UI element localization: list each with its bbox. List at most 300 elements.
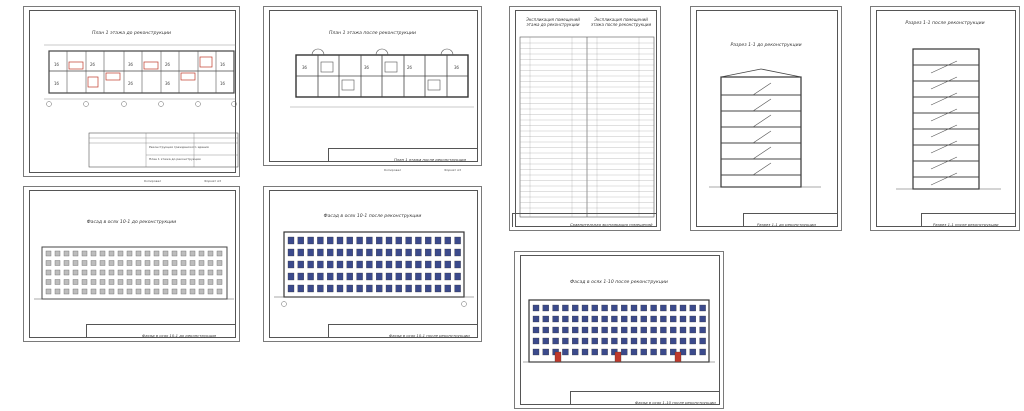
window: [641, 327, 647, 333]
window: [602, 327, 608, 333]
window: [64, 280, 69, 285]
window: [582, 327, 588, 333]
window: [46, 289, 51, 294]
window: [172, 261, 177, 266]
window: [298, 237, 304, 244]
window: [533, 349, 539, 355]
entrance-door: [555, 352, 561, 362]
window: [621, 349, 627, 355]
window: [572, 327, 578, 333]
window: [317, 273, 323, 280]
stair-flight: [753, 147, 771, 159]
window: [670, 316, 676, 322]
window: [700, 316, 706, 322]
window: [660, 327, 666, 333]
window: [680, 316, 686, 322]
stamp-project: Реконструкция гражданского здания: [149, 145, 209, 149]
window: [208, 251, 213, 256]
window: [127, 289, 132, 294]
facade-after-drawing: [264, 187, 483, 343]
window: [357, 237, 363, 244]
window: [651, 349, 657, 355]
window: [55, 280, 60, 285]
window: [82, 289, 87, 294]
window: [327, 237, 333, 244]
facade-before-drawing: [24, 187, 241, 343]
window: [670, 305, 676, 311]
explication-table: [510, 7, 662, 232]
window: [154, 251, 159, 256]
window: [73, 270, 78, 275]
window: [415, 261, 421, 268]
window: [670, 327, 676, 333]
sheet-explication[interactable]: [509, 6, 661, 231]
stair-flight: [931, 125, 957, 137]
window: [109, 270, 114, 275]
window: [572, 316, 578, 322]
window: [660, 305, 666, 311]
window: [145, 280, 150, 285]
window: [181, 261, 186, 266]
window: [127, 270, 132, 275]
window: [190, 251, 195, 256]
window: [190, 270, 195, 275]
window: [631, 327, 637, 333]
window: [181, 251, 186, 256]
sheet-title: Фасад в осях 1-10 после реконструкции: [570, 280, 668, 285]
window: [357, 249, 363, 256]
window: [670, 338, 676, 344]
window: [308, 285, 314, 292]
room-label: 1б: [220, 81, 226, 86]
window: [55, 289, 60, 294]
window: [172, 280, 177, 285]
window: [386, 261, 392, 268]
window: [136, 270, 141, 275]
window: [127, 261, 132, 266]
window: [592, 327, 598, 333]
window: [651, 338, 657, 344]
window: [621, 327, 627, 333]
window: [562, 338, 568, 344]
window: [621, 338, 627, 344]
sheet-title: Разрез 1-1 до реконструкции: [730, 43, 802, 48]
window: [357, 261, 363, 268]
window: [366, 285, 372, 292]
window: [572, 305, 578, 311]
window: [208, 270, 213, 275]
window: [136, 280, 141, 285]
sheet-title: План 1 этажа после реконструкции: [328, 31, 417, 36]
window: [199, 270, 204, 275]
window: [651, 305, 657, 311]
window: [154, 289, 159, 294]
window: [602, 349, 608, 355]
sheet-section-after[interactable]: [870, 6, 1020, 231]
window: [376, 285, 382, 292]
window: [100, 280, 105, 285]
title-block: [24, 7, 241, 178]
window: [118, 251, 123, 256]
room-label: 1б: [54, 81, 60, 86]
footer-right: Формат А3: [444, 168, 462, 172]
window: [327, 261, 333, 268]
window: [700, 305, 706, 311]
window: [172, 251, 177, 256]
stair-flight: [931, 93, 957, 105]
window: [136, 261, 141, 266]
window: [631, 338, 637, 344]
window: [73, 251, 78, 256]
window: [217, 251, 222, 256]
window: [317, 249, 323, 256]
sheet-plan-after[interactable]: [263, 6, 482, 172]
window: [553, 316, 559, 322]
window: [64, 289, 69, 294]
stamp-sheet: План 1 этажа до реконструкции: [149, 157, 201, 161]
stair-flight: [931, 109, 957, 121]
window: [611, 305, 617, 311]
window: [288, 285, 294, 292]
window: [82, 251, 87, 256]
sheet-section-before[interactable]: [690, 6, 842, 231]
window: [611, 327, 617, 333]
window: [55, 261, 60, 266]
window: [592, 316, 598, 322]
window: [82, 261, 87, 266]
window: [298, 273, 304, 280]
window: [415, 237, 421, 244]
stair-flight: [931, 141, 957, 153]
window: [118, 270, 123, 275]
window: [455, 273, 461, 280]
window: [690, 327, 696, 333]
window: [91, 251, 96, 256]
window: [376, 237, 382, 244]
sheet-facade-after[interactable]: [263, 186, 482, 342]
window: [82, 270, 87, 275]
window: [288, 261, 294, 268]
window: [327, 273, 333, 280]
window: [46, 270, 51, 275]
window: [543, 327, 549, 333]
stair-flight: [753, 163, 771, 175]
window: [660, 349, 666, 355]
window: [406, 237, 412, 244]
window: [533, 305, 539, 311]
sheet-plan-before[interactable]: [23, 6, 240, 183]
window: [425, 261, 431, 268]
window: [154, 280, 159, 285]
window: [190, 261, 195, 266]
window: [327, 285, 333, 292]
window: [602, 338, 608, 344]
window: [406, 261, 412, 268]
window: [64, 251, 69, 256]
window: [154, 270, 159, 275]
window: [136, 289, 141, 294]
window: [64, 261, 69, 266]
window: [602, 305, 608, 311]
room-label: 2б: [128, 81, 134, 86]
window: [445, 261, 451, 268]
window: [641, 316, 647, 322]
entrance-door: [675, 352, 681, 362]
window: [181, 270, 186, 275]
room-label: 2б: [90, 62, 96, 67]
window: [641, 305, 647, 311]
sheet-title: Фасад в осях 10-1 после реконструкции: [323, 214, 422, 219]
window: [386, 285, 392, 292]
window: [357, 273, 363, 280]
window: [396, 285, 402, 292]
window: [680, 327, 686, 333]
window: [127, 251, 132, 256]
window: [337, 249, 343, 256]
window: [136, 251, 141, 256]
window: [73, 289, 78, 294]
window: [386, 249, 392, 256]
window: [562, 316, 568, 322]
sheet-facade-after-1-10[interactable]: [514, 251, 724, 409]
window: [366, 273, 372, 280]
axis-marker: [282, 302, 287, 307]
stair-flight: [753, 131, 771, 143]
window: [337, 273, 343, 280]
window: [582, 316, 588, 322]
floor-plan-after: [264, 7, 483, 167]
stamp-text: Разрез 1-1 до реконструкции: [757, 222, 816, 227]
window: [181, 280, 186, 285]
window: [415, 273, 421, 280]
window: [386, 273, 392, 280]
window: [82, 280, 87, 285]
window: [543, 338, 549, 344]
window: [592, 305, 598, 311]
window: [406, 285, 412, 292]
window: [199, 289, 204, 294]
window: [435, 237, 441, 244]
window: [543, 349, 549, 355]
stamp-text: План 1 этажа после реконструкции: [394, 157, 466, 162]
window: [109, 280, 114, 285]
window: [190, 289, 195, 294]
stair-flight: [931, 157, 957, 169]
window: [455, 249, 461, 256]
window: [118, 280, 123, 285]
window: [445, 273, 451, 280]
window: [435, 285, 441, 292]
window: [680, 338, 686, 344]
room-label: 3б: [302, 65, 308, 70]
window: [46, 261, 51, 266]
window: [631, 305, 637, 311]
window: [415, 285, 421, 292]
window: [435, 261, 441, 268]
window: [118, 261, 123, 266]
sheet-title: Разрез 1-1 после реконструкции: [905, 21, 985, 26]
window: [455, 237, 461, 244]
window: [396, 261, 402, 268]
window: [651, 327, 657, 333]
stamp-text: Фасад в осях 10-1 после реконструкции: [389, 333, 470, 338]
section-after-drawing: [871, 7, 1021, 232]
window: [145, 251, 150, 256]
window: [172, 270, 177, 275]
stair-flight: [753, 99, 771, 111]
window: [406, 249, 412, 256]
sheet-title: Фасад в осях 10-1 до реконструкции: [86, 220, 177, 225]
window: [445, 285, 451, 292]
section-outline: [913, 49, 979, 189]
window: [553, 338, 559, 344]
window: [347, 237, 353, 244]
room-label: 3б: [128, 62, 134, 67]
window: [199, 280, 204, 285]
section-outline: [721, 77, 801, 187]
roof: [721, 69, 801, 77]
window: [631, 349, 637, 355]
window: [425, 237, 431, 244]
stair-flight: [931, 173, 957, 185]
window: [199, 251, 204, 256]
stamp-text: Фасад в осях 1-10 после реконструкции: [635, 400, 716, 405]
sheet-title: План 1 этажа до реконструкции: [92, 31, 171, 36]
window: [660, 338, 666, 344]
window: [100, 289, 105, 294]
entrance-door: [615, 352, 621, 362]
window: [145, 289, 150, 294]
window: [154, 261, 159, 266]
window: [163, 270, 168, 275]
window: [190, 280, 195, 285]
window: [366, 261, 372, 268]
window: [337, 285, 343, 292]
window: [308, 261, 314, 268]
window: [145, 270, 150, 275]
window: [582, 349, 588, 355]
window: [208, 280, 213, 285]
window: [641, 338, 647, 344]
window: [572, 338, 578, 344]
window: [100, 270, 105, 275]
window: [217, 289, 222, 294]
window: [631, 316, 637, 322]
room-label: 1б: [220, 62, 226, 67]
window: [317, 237, 323, 244]
window: [582, 305, 588, 311]
window: [700, 349, 706, 355]
window: [118, 289, 123, 294]
window: [553, 305, 559, 311]
window: [435, 273, 441, 280]
window: [163, 251, 168, 256]
window: [100, 261, 105, 266]
window: [55, 270, 60, 275]
window: [347, 285, 353, 292]
facade-after2-drawing: [515, 252, 725, 410]
window: [208, 289, 213, 294]
window: [91, 270, 96, 275]
window: [181, 289, 186, 294]
window: [690, 316, 696, 322]
window: [298, 285, 304, 292]
window: [347, 261, 353, 268]
window: [533, 338, 539, 344]
room-label: 3б: [364, 65, 370, 70]
window: [308, 273, 314, 280]
window: [582, 338, 588, 344]
window: [425, 285, 431, 292]
window: [208, 261, 213, 266]
window: [455, 261, 461, 268]
window: [562, 349, 568, 355]
room-label: 2б: [407, 65, 413, 70]
window: [127, 280, 132, 285]
window: [347, 273, 353, 280]
room-label: 3б: [165, 81, 171, 86]
window: [73, 261, 78, 266]
window: [641, 349, 647, 355]
window: [288, 237, 294, 244]
window: [357, 285, 363, 292]
window: [445, 237, 451, 244]
window: [288, 273, 294, 280]
window: [163, 280, 168, 285]
window: [199, 261, 204, 266]
window: [337, 237, 343, 244]
window: [621, 305, 627, 311]
window: [46, 251, 51, 256]
window: [73, 280, 78, 285]
window: [406, 273, 412, 280]
window: [217, 261, 222, 266]
window: [337, 261, 343, 268]
window: [700, 327, 706, 333]
window: [660, 316, 666, 322]
stair-flight: [931, 61, 957, 73]
window: [396, 237, 402, 244]
window: [376, 261, 382, 268]
window: [163, 261, 168, 266]
window: [425, 273, 431, 280]
window: [611, 338, 617, 344]
window: [651, 316, 657, 322]
window: [317, 261, 323, 268]
axis-marker: [462, 302, 467, 307]
explication-head-after: Экспликация помещений этажа после реконструкции: [590, 17, 652, 27]
window: [298, 261, 304, 268]
window: [396, 249, 402, 256]
window: [109, 289, 114, 294]
room-label: 2б: [165, 62, 171, 67]
window: [533, 316, 539, 322]
window: [308, 249, 314, 256]
window: [543, 316, 549, 322]
window: [592, 349, 598, 355]
window: [163, 289, 168, 294]
window: [621, 316, 627, 322]
window: [109, 251, 114, 256]
window: [435, 249, 441, 256]
window: [64, 270, 69, 275]
window: [562, 305, 568, 311]
window: [455, 285, 461, 292]
window: [366, 249, 372, 256]
window: [602, 316, 608, 322]
sheet-facade-before[interactable]: [23, 186, 240, 342]
window: [553, 327, 559, 333]
